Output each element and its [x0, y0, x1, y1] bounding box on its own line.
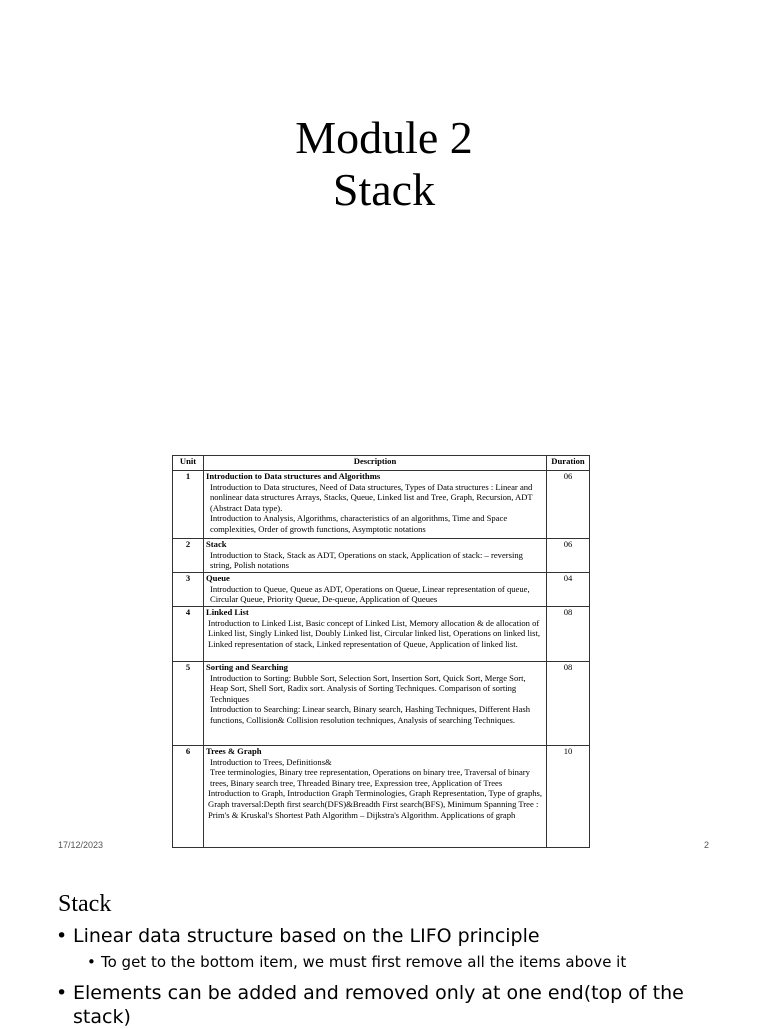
- unit-description: [204, 662, 547, 746]
- header-unit: Unit: [173, 456, 204, 471]
- slide-number: 2: [704, 840, 710, 850]
- slide-title: [0, 112, 768, 216]
- description-line: Introduction to Linked List, Basic concept of Linked List, Memory allocation & de allocation of Linked list, Singly Linked list, Doubly Linked list, Circular linked list, Operations on linked list, Linked representation of stack, Linked representation of Queue, Application of linked list.: [208, 617, 541, 649]
- unit-topic: Queue: [206, 573, 230, 583]
- unit-number: 3: [173, 573, 204, 607]
- slide-2: [0, 858, 768, 1028]
- description-line: Introduction to Trees, Definitions&: [210, 756, 332, 767]
- unit-duration: 08: [547, 662, 590, 746]
- table-row: [173, 471, 590, 539]
- unit-description: [204, 539, 547, 573]
- slide-heading: Stack: [58, 891, 112, 917]
- description-line: Introduction to Analysis, Algorithms, characteristics of an algorithms, Time and Space complexities, Order of growth functions, Asymptotic notations: [210, 513, 508, 534]
- unit-topic: Stack: [206, 539, 227, 549]
- bullet-item: • Linear data structure based on the LIFO principle: [56, 924, 696, 948]
- syllabus-table: [172, 455, 590, 848]
- description-line: Introduction to Queue, Queue as ADT, Operations on Queue, Linear representation of queue, Circular Queue, Priority Queue, De-queue, Application of Queues: [210, 583, 530, 605]
- slide-date: 17/12/2023: [58, 840, 104, 850]
- unit-topic: Trees & Graph: [206, 746, 262, 756]
- unit-number: 2: [173, 539, 204, 573]
- unit-duration: 10: [547, 746, 590, 848]
- unit-description: [204, 607, 547, 662]
- title-line-module: Module 2: [295, 112, 473, 163]
- description-line: Introduction to Data structures, Need of Data structures, Types of Data structures : Linear and nonlinear data structures Arrays, Stacks, Queue, Linked list and Tree, Graph, Recursion, ADT (Abstract Data type).: [210, 481, 533, 513]
- table-header-row: [173, 456, 590, 471]
- unit-description: [204, 746, 547, 848]
- unit-description: [204, 573, 547, 607]
- unit-number: 1: [173, 471, 204, 539]
- bullet-list: [56, 924, 696, 1029]
- unit-duration: 08: [547, 607, 590, 662]
- bullet-item: • Elements can be added and removed only at one end(top of the stack): [56, 981, 696, 1029]
- unit-duration: 06: [547, 471, 590, 539]
- unit-number: 4: [173, 607, 204, 662]
- sub-bullet-item: • To get to the bottom item, we must first remove all the items above it: [56, 951, 696, 973]
- table-row: [173, 662, 590, 746]
- header-description: Description: [204, 456, 547, 471]
- description-line: Tree terminologies, Binary tree representation, Operations on binary tree, Traversal of binary trees, Binary search tree, Threaded Binary tree, Expression tree, Application of Trees: [210, 767, 530, 788]
- unit-topic: Linked List: [206, 607, 249, 617]
- table-row: [173, 573, 590, 607]
- unit-duration: 06: [547, 539, 590, 573]
- title-line-stack: Stack: [332, 164, 436, 215]
- unit-number: 5: [173, 662, 204, 746]
- table-row: [173, 539, 590, 573]
- description-line: Introduction to Searching: Linear search, Binary search, Hashing Techniques, Different Hash functions, Collision& Collision resolution techniques, Analysis of searching Techniques.: [210, 704, 531, 725]
- unit-topic: Introduction to Data structures and Algorithms: [206, 471, 381, 481]
- unit-duration: 04: [547, 573, 590, 607]
- description-line: Introduction to Stack, Stack as ADT, Operations on stack, Application of stack: – reversing string, Polish notations: [210, 549, 523, 571]
- description-line: Introduction to Sorting: Bubble Sort, Selection Sort, Insertion Sort, Quick Sort, Merge Sort, Heap Sort, Shell Sort, Radix sort. Analysis of Sorting Techniques. Comparison of sorting Techniques: [210, 672, 526, 704]
- table-row: [173, 746, 590, 848]
- unit-number: 6: [173, 746, 204, 848]
- description-line: Introduction to Graph, Introduction Graph Terminologies, Graph Representation, Type of graphs, Graph traversal:Depth first search(DFS)&Breadth First search(BFS), Minimum Spanning Tree : Prim's & Kruskal's Shortest Path Algorithm – Dijkstra's Algorithm. Applications of graph: [208, 788, 543, 820]
- unit-description: [204, 471, 547, 539]
- unit-topic: Sorting and Searching: [206, 662, 288, 672]
- table-row: [173, 607, 590, 662]
- header-duration: Duration: [547, 456, 590, 471]
